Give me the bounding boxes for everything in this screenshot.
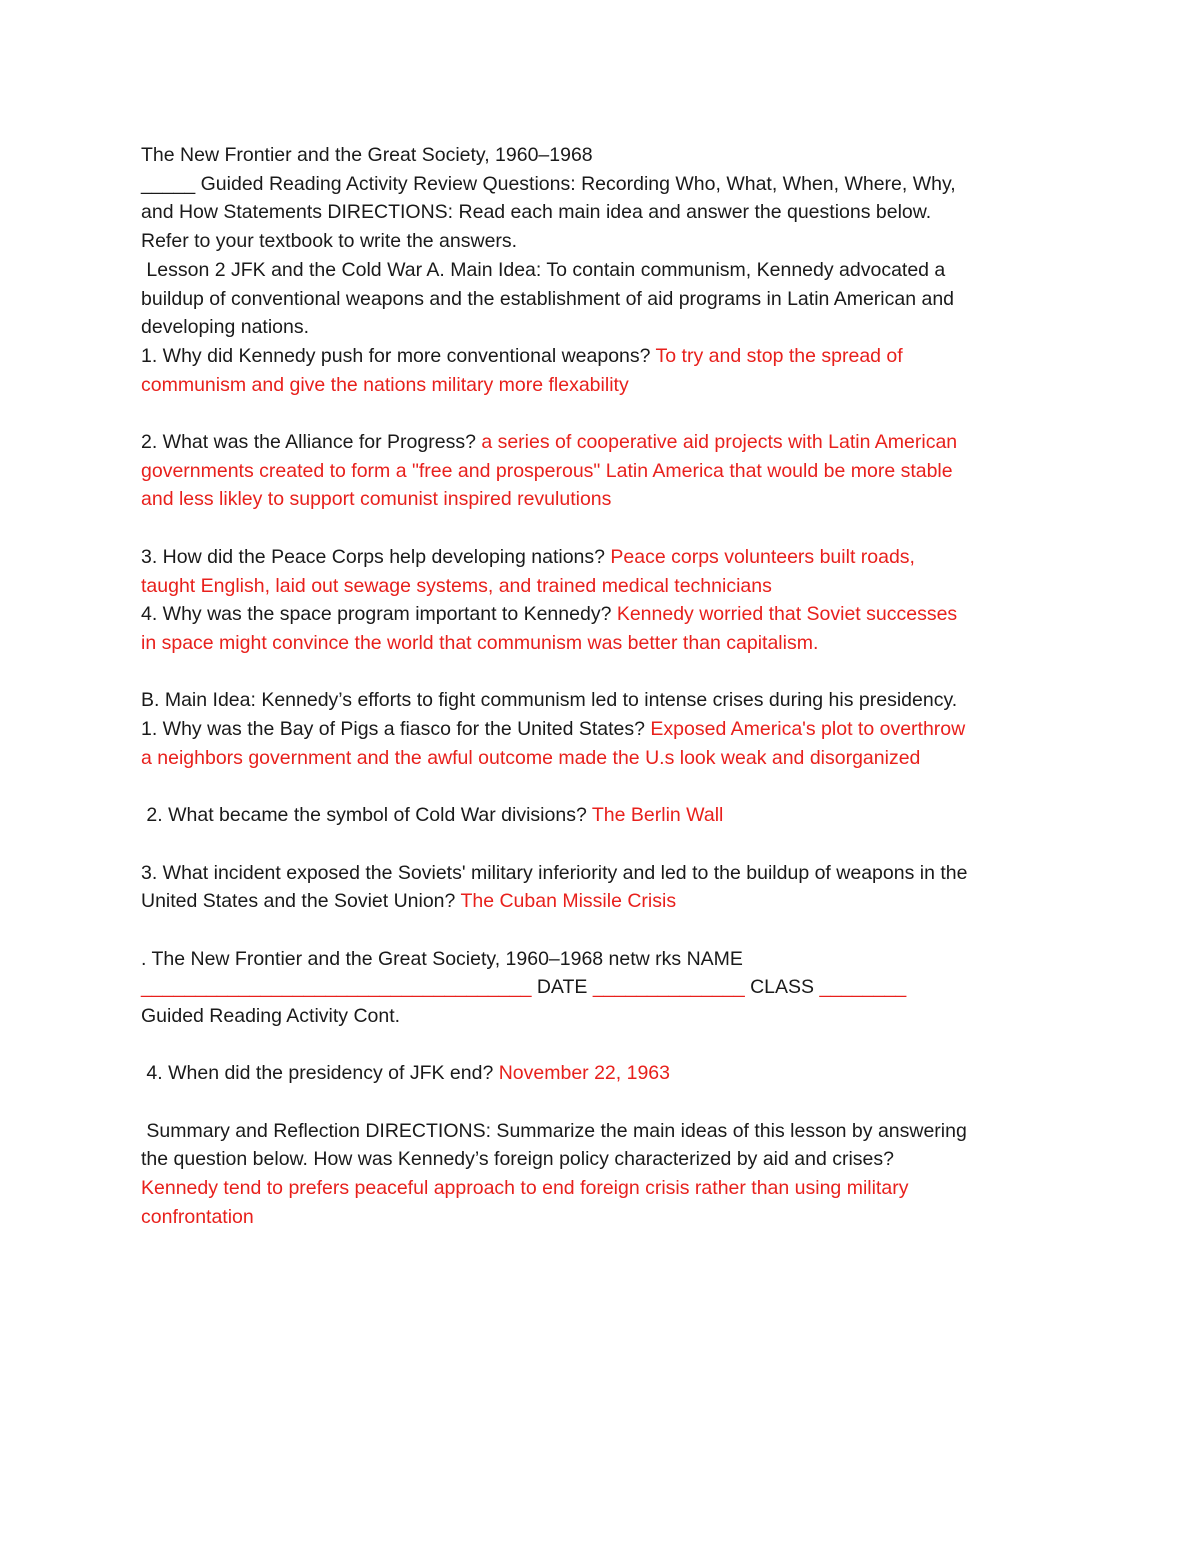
- answer-text: November 22, 1963: [498, 1062, 670, 1085]
- date-label: DATE: [531, 976, 593, 999]
- answer-text: The Cuban Missile Crisis: [460, 890, 677, 913]
- question-text: 2. What became the symbol of Cold War divisions?: [141, 804, 592, 827]
- header-blanks: [141, 973, 1071, 1002]
- question-text: 4. Why was the space program important to Kennedy?: [141, 603, 617, 626]
- intro-line: _____ Guided Reading Activity Review Questions: Recording Who, What, When, Where, Why,: [141, 172, 956, 195]
- summary-line: Summary and Reflection DIRECTIONS: Summarize the main ideas of this lesson by answering: [141, 1119, 967, 1142]
- question-b1: [141, 715, 1071, 744]
- question-a3: [141, 543, 1071, 572]
- date-blank: ______________: [592, 976, 745, 999]
- intro-line: Refer to your textbook to write the answers.: [141, 230, 518, 253]
- header-repeat: . The New Frontier and the Great Society, 1960–1968 netw rks NAME: [141, 947, 743, 970]
- doc-title: The New Frontier and the Great Society, 1960–1968: [141, 144, 593, 166]
- answer-text: To try and stop the spread of: [655, 344, 903, 367]
- class-blank: ________: [819, 976, 907, 999]
- answer-text: a neighbors government and the awful outcome made the U.s look weak and disorganized: [141, 746, 921, 769]
- answer-text: a series of cooperative aid projects with Latin American: [481, 431, 958, 454]
- spacer: [141, 514, 1071, 543]
- main-idea-b: B. Main Idea: Kennedy’s efforts to fight communism led to intense crises during his presidency.: [141, 689, 958, 712]
- question-b4: [141, 1059, 1071, 1088]
- question-b2: [141, 801, 1071, 830]
- spacer: [141, 772, 1071, 801]
- summary-answer: Kennedy tend to prefers peaceful approach to end foreign crisis rather than using military: [141, 1177, 909, 1200]
- answer-text: communism and give the nations military more flexability: [141, 373, 629, 396]
- question-a4: [141, 600, 1071, 629]
- answer-text: governments created to form a "free and prosperous" Latin America that would be more stable: [141, 459, 953, 482]
- question-a1: [141, 342, 1071, 371]
- question-a2: [141, 428, 1071, 457]
- question-text: 3. How did the Peace Corps help developing nations?: [141, 545, 611, 568]
- answer-text: taught English, laid out sewage systems, and trained medical technicians: [141, 574, 772, 597]
- class-label: CLASS: [744, 976, 820, 999]
- answer-text: Kennedy worried that Soviet successes: [616, 603, 958, 626]
- lesson-line: buildup of conventional weapons and the establishment of aid programs in Latin American and: [141, 287, 955, 310]
- spacer: [141, 830, 1071, 859]
- question-b3: 3. What incident exposed the Soviets' military inferiority and led to the buildup of weapons in the: [141, 861, 968, 884]
- answer-text: in space might convince the world that communism was better than capitalism.: [141, 631, 819, 654]
- spacer: [141, 916, 1071, 945]
- lesson-line: Lesson 2 JFK and the Cold War A. Main Idea: To contain communism, Kennedy advocated a: [141, 258, 946, 281]
- answer-text: The Berlin Wall: [591, 804, 724, 827]
- lesson-line: developing nations.: [141, 316, 310, 339]
- summary-line: the question below. How was Kennedy’s foreign policy characterized by aid and crises?: [141, 1148, 894, 1171]
- spacer: [141, 1088, 1071, 1117]
- answer-text: Peace corps volunteers built roads,: [610, 545, 915, 568]
- answer-text: Exposed America's plot to overthrow: [650, 718, 966, 741]
- document-page: [141, 141, 1071, 1232]
- question-text: 4. When did the presidency of JFK end?: [141, 1062, 499, 1085]
- spacer: [141, 1031, 1071, 1060]
- intro-line: and How Statements DIRECTIONS: Read each main idea and answer the questions below.: [141, 201, 932, 224]
- activity-cont: Guided Reading Activity Cont.: [141, 1005, 401, 1027]
- question-text: United States and the Soviet Union?: [141, 890, 461, 913]
- spacer: [141, 658, 1071, 687]
- name-blank: ____________________________________: [141, 976, 532, 999]
- question-text: 2. What was the Alliance for Progress?: [141, 431, 482, 454]
- question-text: 1. Why was the Bay of Pigs a fiasco for the United States?: [141, 718, 651, 741]
- question-b3-cont: [141, 887, 1071, 916]
- answer-text: and less likley to support comunist inspired revulutions: [141, 488, 612, 511]
- summary-answer: confrontation: [141, 1205, 254, 1228]
- question-text: 1. Why did Kennedy push for more conventional weapons?: [141, 344, 656, 367]
- spacer: [141, 399, 1071, 428]
